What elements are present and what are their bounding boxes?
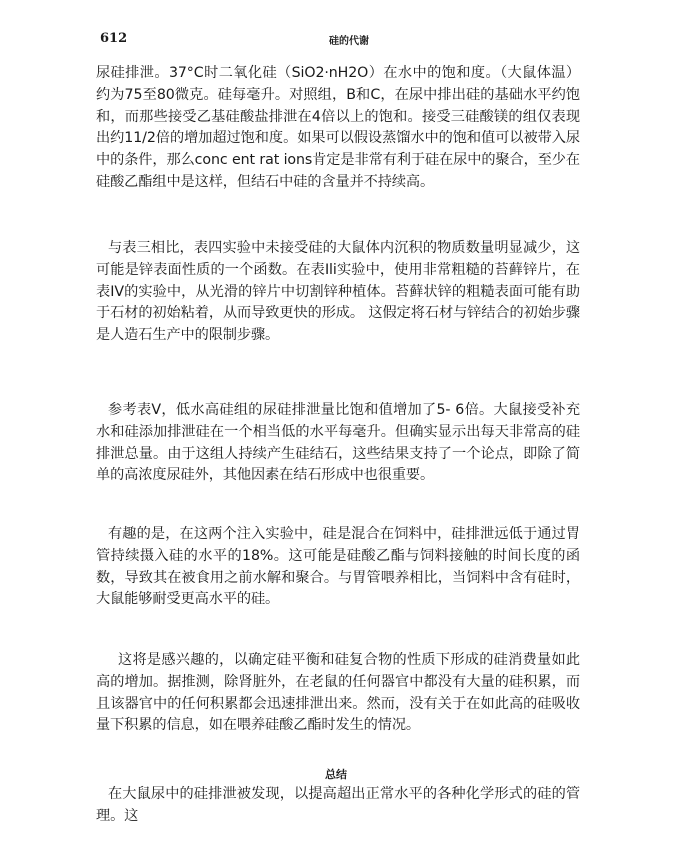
body-paragraph-2: 与表三相比，表四实验中未接受硅的大鼠体内沉积的物质数量明显减少，这可能是锌表面性质的一个函数。在表Ili实验中，使用非常粗糙的苔藓锌片，在表IV的实验中，从光滑的锌片中切割锌种植体。苔藓状锌的粗糙表面可能有助于石材的初始粘着，从而导致更快的形成。 这假定将石材与锌结合的初始步骤是人造石生产中的限制步骤。 xyxy=(96,240,580,344)
summary-paragraph: 在大鼠尿中的硅排泄被发现，以提高超出正常水平的各种化学形式的硅的管理。这 xyxy=(96,786,580,824)
summary-heading: 总结 xyxy=(325,768,347,781)
running-title: 硅的代谢 xyxy=(329,36,369,47)
body-paragraph-4: 有趣的是，在这两个注入实验中，硅是混合在饲料中，硅排泄远低于通过胃管持续摄入硅的水平的18%。这可能是硅酸乙酯与饲料接触的时间长度的函数，导致其在被食用之前水解和聚合。与胃管喂养相比，当饲料中含有硅时，大鼠能够耐受更高水平的硅。 xyxy=(96,526,580,608)
page-number: 612 xyxy=(100,31,128,46)
body-paragraph-1: 尿硅排泄。37°C时二氧化硅（SiO2·nH2O）在水中的饱和度。（大鼠体温）约为75至80微克。硅每毫升。对照组，B和C，在尿中排出硅的基础水平约饱和，而那些接受乙基硅酸盐排泄在4倍以上的饱和。接受三硅酸镁的组仅表现出约11/2倍的增加超过饱和度。如果可以假设蒸馏水中的饱和值可以被带入尿中的条件，那么conc ent rat ions肯定是非常有利于硅在尿中的聚合，至少在硅酸乙酯组中是这样，但结石中硅的含量并不持续高。 xyxy=(96,65,580,190)
body-paragraph-5: 这将是感兴趣的，以确定硅平衡和硅复合物的性质下形成的硅消费量如此高的增加。据推测，除肾脏外，在老鼠的任何器官中都没有大量的硅积累，而且该器官中的任何积累都会迅速排泄出来。然而，没有关于在如此高的硅吸收量下积累的信息，如在喂养硅酸乙酯时发生的情况。 xyxy=(96,652,580,734)
body-paragraph-3: 参考表V，低水高硅组的尿硅排泄量比饱和值增加了5- 6倍。大鼠接受补充水和硅添加排泄硅在一个相当低的水平每毫升。但确实显示出每天非常高的硅排泄总量。由于这组人持续产生硅结石，这些结果支持了一个论点，即除了简单的高浓度尿硅外，其他因素在结石形成中也很重要。 xyxy=(96,402,580,484)
